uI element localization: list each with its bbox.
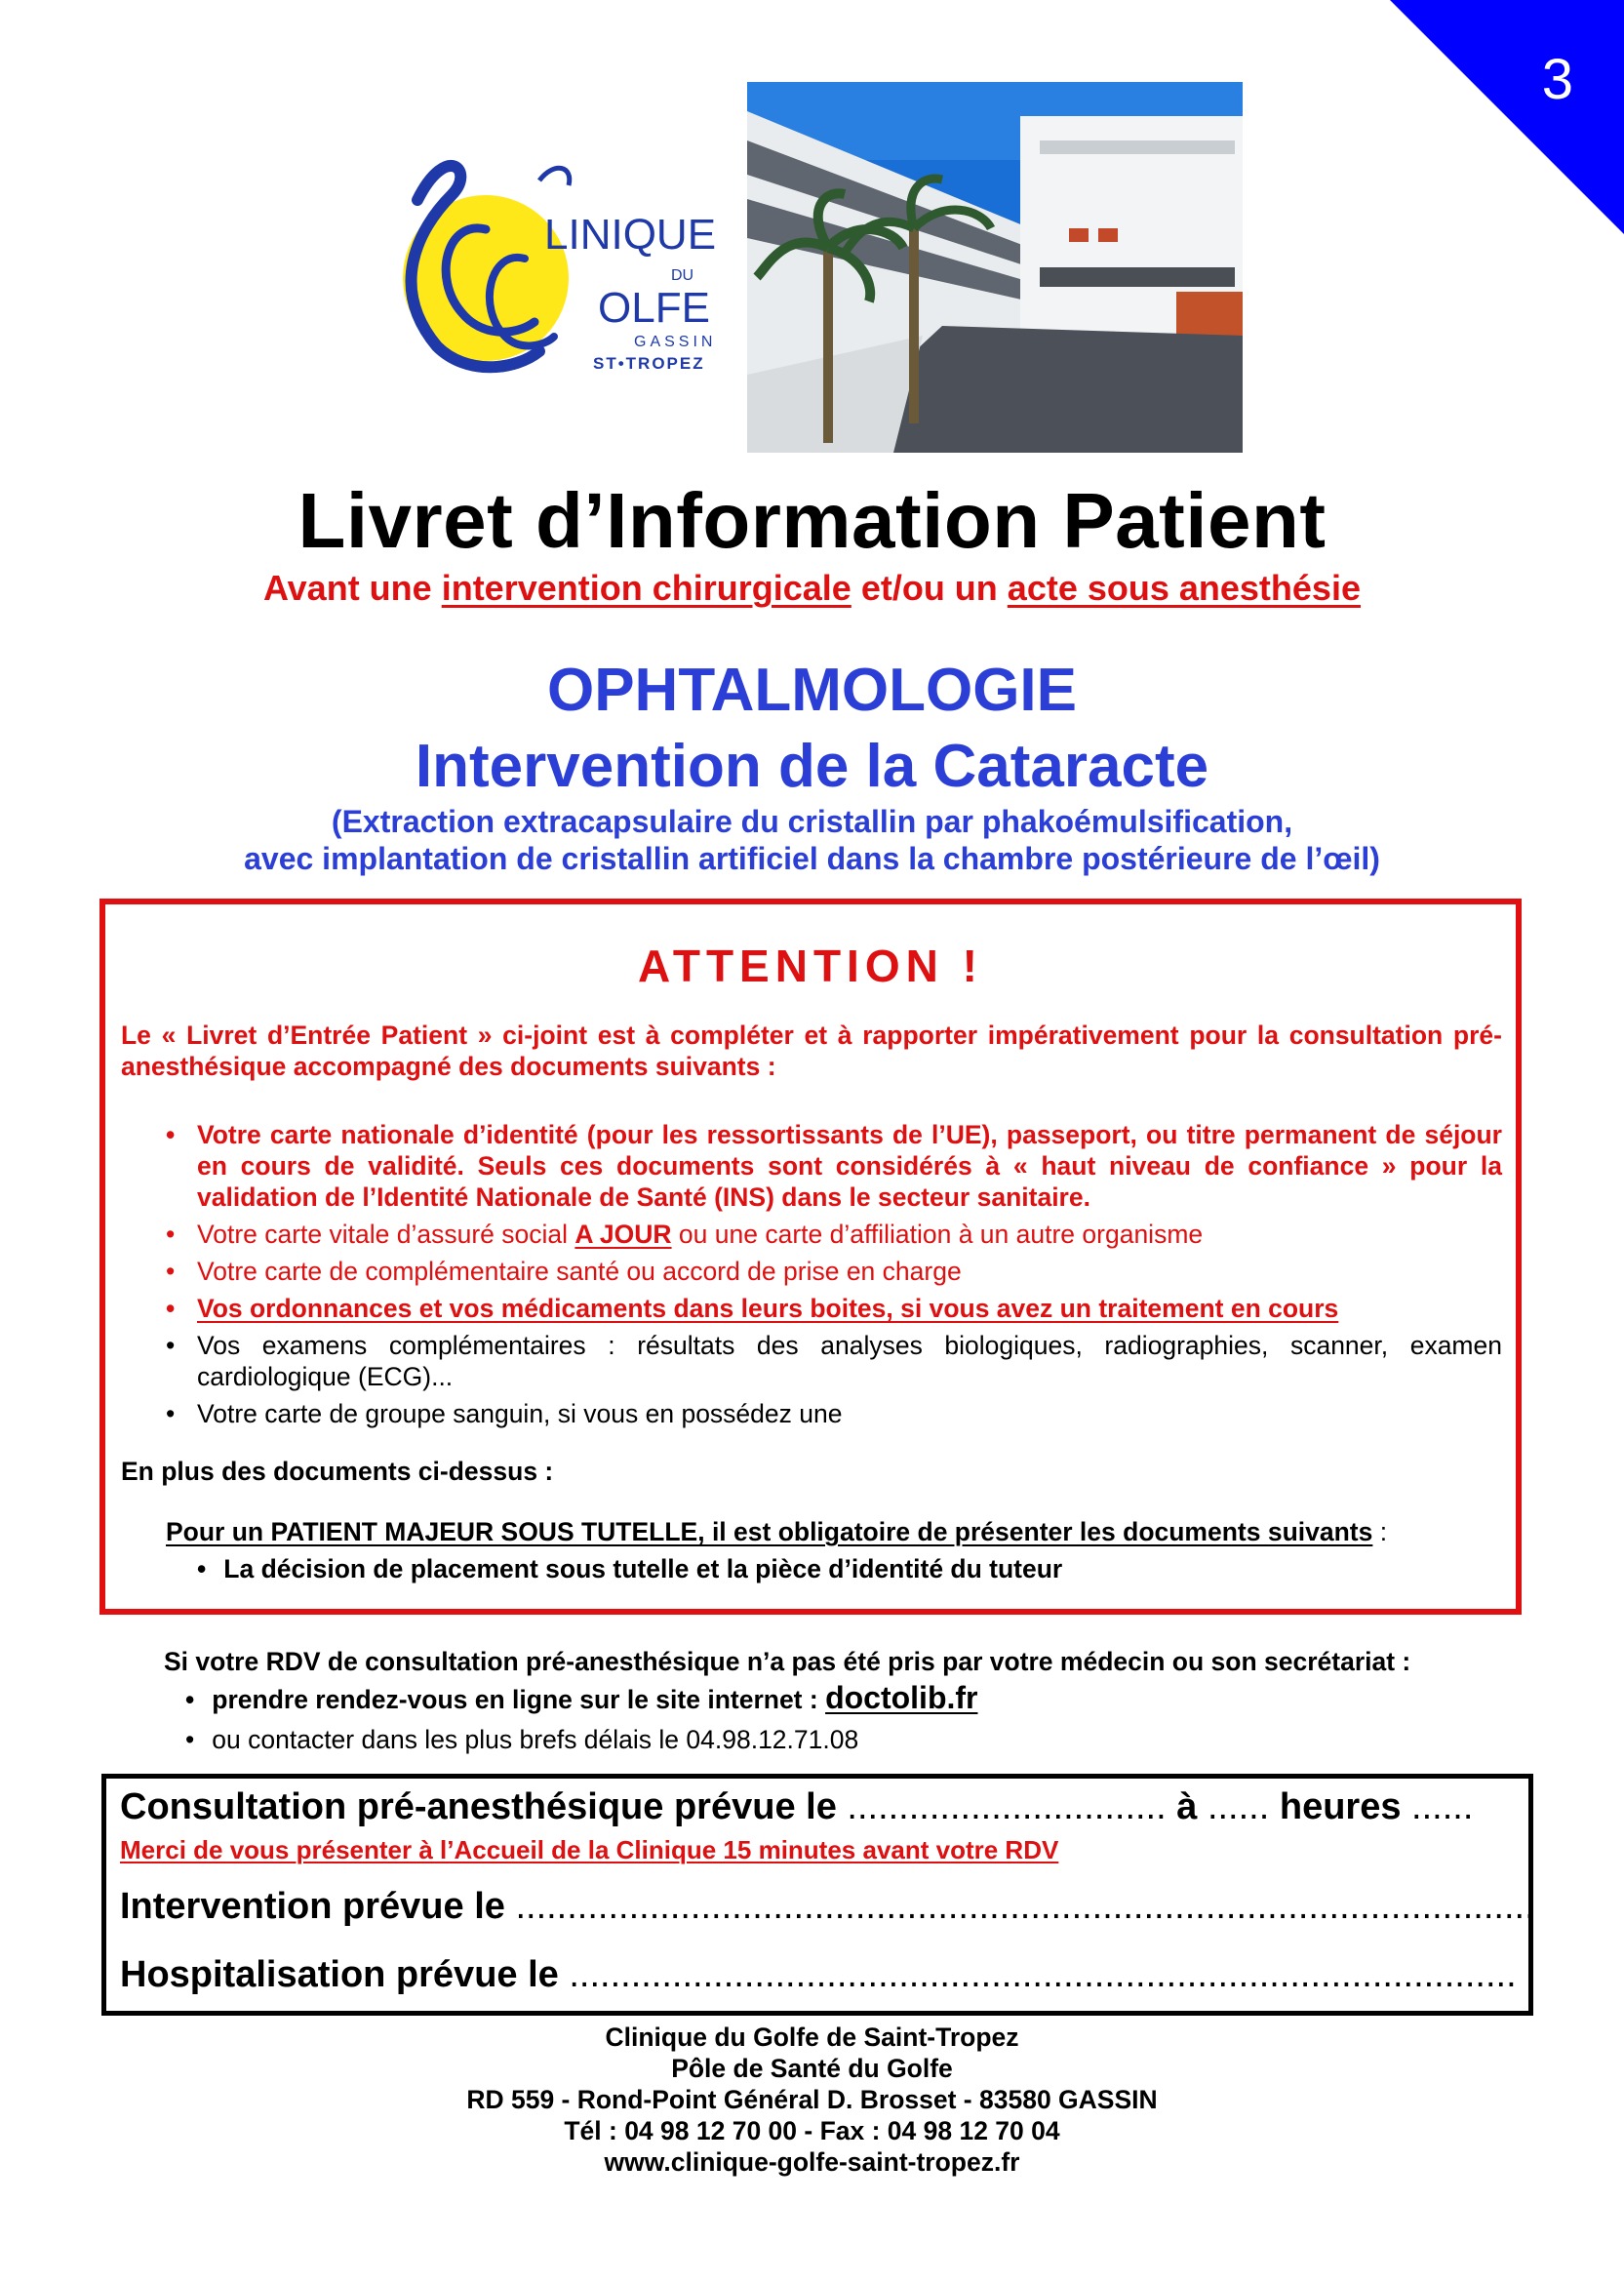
bullet-icon: • [166,1220,176,1249]
bullet-icon: • [166,1399,176,1428]
footer-line4: Tél : 04 98 12 70 00 - Fax : 04 98 12 70 04 [564,2116,1060,2145]
list-item-text: Vos ordonnances et vos médicaments dans leurs boites, si vous avez un traitement en cours [197,1294,1339,1323]
subtitle-link-acte: acte sous anesthésie [1007,568,1361,608]
subtitle-mid: et/ou un [851,568,1008,608]
tutelle-colon: : [1372,1517,1388,1546]
consultation-hour-field[interactable]: ...... [1207,1786,1270,1827]
bullet-icon: • [166,1331,176,1360]
attention-intro: Le « Livret d’Entrée Patient » ci-joint est à compléter et à rapporter impérativement pour la consultation pré-anesthésique accompagné des documents suivants : [121,1021,1502,1081]
tutelle-item [197,1554,1062,1584]
bullet-icon: • [166,1120,176,1149]
bullet-icon: • [166,1294,176,1323]
specialty-name: OPHTALMOLOGIE [546,657,1078,724]
additional-docs-heading: En plus des documents ci-dessus : [121,1457,554,1486]
page-title: Livret d’Information Patient [297,477,1327,564]
rdv-online-item [185,1680,977,1716]
footer-address [0,2022,1624,2178]
list-item-text: Votre carte de complémentaire santé ou accord de prise en charge [197,1257,962,1286]
consultation-line [120,1786,1473,1828]
attention-box [99,899,1522,1615]
documents-list [162,1119,1502,1435]
list-item-text: Votre carte nationale d’identité (pour les ressortissants de l’UE), passeport, ou titre permanent de séjour en cours de validité. Seuls ces documents sont considérés à « haut niveau de confiance » pour la validation de l’Identité Nationale de Santé (INS) dans le secteur sanitaire. [197,1120,1502,1212]
hospitalisation-date-field[interactable]: ............................................................................................ [569,1954,1517,1995]
intervention-name: Intervention de la Cataracte [415,733,1209,800]
tutelle-heading [166,1517,1387,1547]
intervention-detail-line2: avec implantation de cristallin artificiel dans la chambre postérieure de l’œil) [244,841,1380,876]
consultation-at: à [1166,1786,1208,1827]
subtitle-pre: Avant une [263,568,442,608]
tutelle-item-text: La décision de placement sous tutelle et la pièce d’identité du tuteur [223,1554,1063,1583]
list-item [162,1293,1502,1324]
list-item-text: Votre carte vitale d’assuré social [197,1220,575,1249]
logo-text-line4: GASSIN [634,334,717,350]
footer-line2: Pôle de Santé du Golfe [671,2054,953,2083]
footer-line1: Clinique du Golfe de Saint-Tropez [605,2023,1019,2052]
list-item-text: Votre carte de groupe sanguin, si vous en possédez une [197,1399,843,1428]
intervention-line [120,1886,1535,1928]
list-item [162,1219,1502,1250]
corner-triangle-shape [1390,0,1624,234]
logo-text-line2: DU [671,267,694,284]
list-item [162,1119,1502,1213]
clinic-building-photo [747,82,1243,453]
page-corner-triangle [1390,0,1624,234]
bullet-icon: • [166,1257,176,1286]
clinic-logo-graphic [378,141,730,380]
attention-title: ATTENTION ! [638,941,983,991]
consultation-date-field[interactable]: ............................... [847,1786,1167,1827]
arrival-note: Merci de vous présenter à l’Accueil de la Clinique 15 minutes avant votre RDV [120,1835,1059,1864]
bullet-icon: • [197,1554,207,1583]
intervention-label: Intervention prévue le [120,1886,516,1927]
list-item [162,1398,1502,1429]
doctolib-link[interactable]: doctolib.fr [825,1680,978,1715]
rdv-phone-text: ou contacter dans les plus brefs délais le 04.98.12.71.08 [212,1725,859,1754]
consultation-minute-field[interactable]: ...... [1411,1786,1474,1827]
list-item-emphasis: A JOUR [574,1220,672,1249]
list-item [162,1330,1502,1392]
intervention-date-field[interactable]: ................................................................................................... [515,1886,1535,1927]
logo-text-line3: OLFE [598,284,710,332]
list-item [162,1256,1502,1287]
footer-line3: RD 559 - Rond-Point Général D. Brosset - 83580 GASSIN [466,2085,1158,2114]
footer-website-link[interactable]: www.clinique-golfe-saint-tropez.fr [604,2147,1020,2177]
building-photo-graphic [747,82,1243,453]
rdv-intro: Si votre RDV de consultation pré-anesthésique n’a pas été pris par votre médecin ou son secrétariat : [164,1647,1411,1676]
logo-text-line1: LINIQUE [544,211,717,259]
tutelle-heading-text: Pour un PATIENT MAJEUR SOUS TUTELLE, il est obligatoire de présenter les documents suivants [166,1517,1373,1546]
bullet-icon: • [185,1725,195,1754]
hospitalisation-line [120,1954,1517,1996]
bullet-icon: • [185,1685,195,1714]
logo-text-line5: ST•TROPEZ [593,354,705,373]
rdv-phone-item [185,1725,858,1755]
intervention-detail-line1: (Extraction extracapsulaire du cristallin par phakoémulsification, [331,804,1293,839]
list-item-text: Vos examens complémentaires : résultats des analyses biologiques, radiographies, scanner, examen cardiologique (ECG)... [197,1331,1502,1391]
subtitle-link-intervention: intervention chirurgicale [441,568,852,608]
consultation-label: Consultation pré-anesthésique prévue le [120,1786,848,1827]
rdv-online-text: prendre rendez-vous en ligne sur le site internet : [212,1685,826,1714]
page-subtitle [0,568,1624,609]
page-number: 3 [1541,48,1573,111]
hospitalisation-label: Hospitalisation prévue le [120,1954,570,1995]
schedule-box [101,1774,1533,2016]
list-item-text: ou une carte d’affiliation à un autre organisme [671,1220,1204,1249]
clinic-logo [378,141,730,380]
consultation-hours-label: heures [1269,1786,1412,1827]
